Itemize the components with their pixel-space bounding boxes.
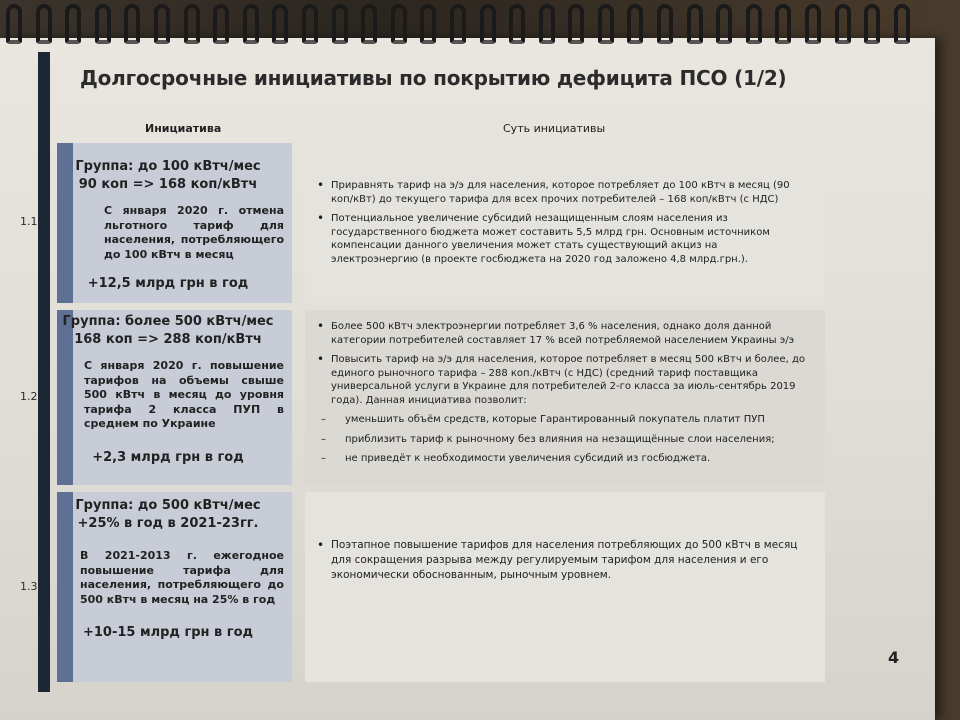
binding-ring [243,4,259,44]
binding-ring [184,4,200,44]
impact-value: +2,3 млрд грн в год [92,449,244,465]
row-number: 1.3. [20,580,41,593]
initiative-content-2 [44,313,292,465]
binding-ring [864,4,880,44]
binding-ring [124,4,140,44]
row-number: 1.2. [20,390,41,403]
binding-ring [6,4,22,44]
group-label: Группа: до 500 кВтч/мес [75,498,261,513]
essence-bullet: • Поэтапное повышение тарифов для населения потребляющих до 500 кВтч в месяц для сокращения разрыва между регулируемым тарифом для населения и его экономически обоснованным, рыночным уровнем. [315,538,805,583]
tariff-change: 90 коп => 168 коп/кВтч [78,177,258,192]
binding-ring [302,4,318,44]
binding-ring [568,4,584,44]
impact-value: +12,5 млрд грн в год [87,276,249,291]
essence-dash-item: – приблизить тариф к рыночному без влияния на незащищённые слои населения; [305,433,805,447]
impact-value: +10-15 млрд грн в год [82,625,254,640]
initiative-description: В 2021-2013 г. ежегодное повышение тарифа для населения, потребляющего до 500 кВтч в месяц на 25% в год [80,549,284,606]
binding-ring [391,4,407,44]
binding-ring [272,4,288,44]
essence-dash-item: – не приведёт к необходимости увеличения субсидий из госбюджета. [305,452,805,466]
binding-ring [627,4,643,44]
binding-ring [480,4,496,44]
column-header-essence: Суть инициативы [503,122,606,135]
binding-ring [509,4,525,44]
essence-bullet: • Потенциальное увеличение субсидий незащищенным слоям населения из государственного бюджета может составить 5,5 млрд грн. Основным источником компенсации данного увеличения может стать существующий акциз на электроэнергию (в проекте госбюджета на 2020 год заложено 4,8 млрд.грн.). [315,212,805,266]
essence-bullet: • Приравнять тариф на э/э для населения, которое потребляет до 100 кВтч в месяц (90 коп/кВт) до текущего тарифа для всех прочих потребителей – 168 коп/кВтч (с НДС) [315,179,805,206]
group-label: Группа: до 100 кВтч/мес [75,159,261,174]
essence-bullet: • Повысить тариф на э/э для населения, которое потребляет в месяц 500 кВтч и более, до единого рыночного тарифа – 288 коп./кВтч (с НДС) (средний тариф поставщика универсальной услуги в Украине для потребителей 2-го класса за июль-сентябрь 2019 года). Данная инициатива позволит: [315,353,805,407]
binding-ring [894,4,910,44]
binding-ring [213,4,229,44]
column-header-initiative: Инициатива [145,122,222,135]
binding-ring [805,4,821,44]
essence-bullet: • Более 500 кВтч электроэнергии потребляет 3,6 % населения, однако доля данной категории потребителей составляет 17 % всей потребляемой населением Украины э/э [315,320,805,347]
binding-ring [716,4,732,44]
initiative-description: С января 2020 г. повышение тарифов на объемы свыше 500 кВтч в месяц до уровня тарифа 2 класса ПУП в среднем по Украине [84,359,284,430]
binding-ring [775,4,791,44]
binding-ring [746,4,762,44]
binding-ring [687,4,703,44]
binding-ring [36,4,52,44]
tariff-change: +25% в год в 2021-23гг. [77,516,259,531]
page-title: Долгосрочные инициативы по покрытию дефицита ПСО (1/2) [80,66,787,90]
binding-ring [539,4,555,44]
binding-ring [420,4,436,44]
essence-dash-item: – уменьшить объём средств, которые Гарантированный покупатель платит ПУП [305,413,805,427]
binding-ring [95,4,111,44]
tariff-change: 168 коп => 288 коп/кВтч [74,332,262,347]
group-label: Группа: более 500 кВтч/мес [62,314,274,329]
binding-ring [657,4,673,44]
spiral-binding [0,0,960,54]
essence-box-1 [305,143,825,303]
binding-ring [450,4,466,44]
row-number: 1.1. [20,215,41,228]
initiative-description: С января 2020 г. отмена льготного тариф для населения, потребляющего до 100 кВтч в месяц [104,204,284,261]
binding-ring [835,4,851,44]
initiative-content-3 [44,497,292,640]
essence-box-2 [305,310,825,485]
binding-ring [65,4,81,44]
binding-ring [154,4,170,44]
binding-ring [332,4,348,44]
initiative-content-1 [44,158,292,291]
binding-ring [361,4,377,44]
binding-ring [598,4,614,44]
page-number: 4 [888,648,900,667]
essence-box-3 [305,492,825,682]
